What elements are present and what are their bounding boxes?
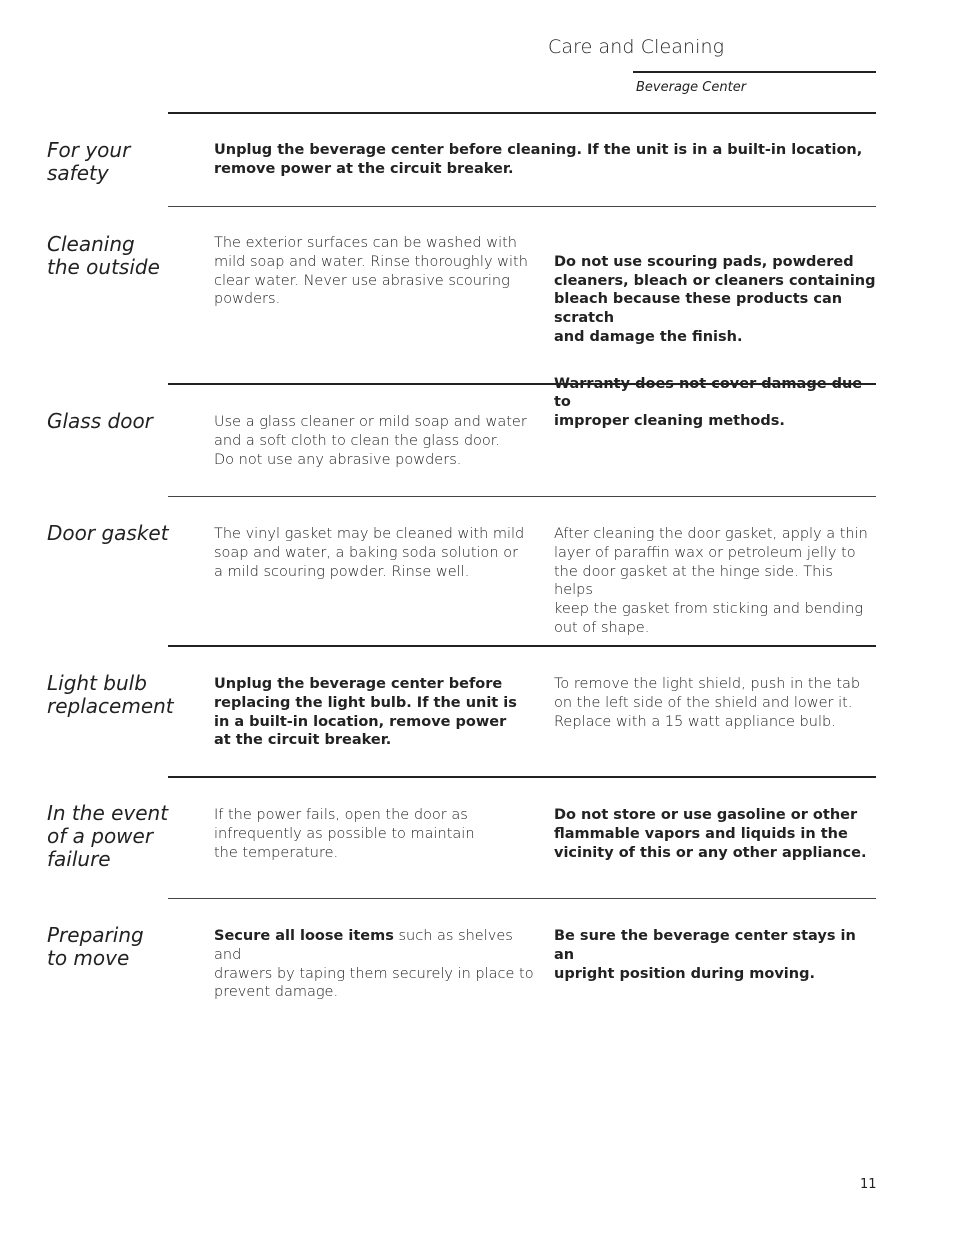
- section-divider: [168, 645, 876, 647]
- scouring-pads-warning: Do not use scouring pads, powdered cleaners, bleach or cleaners containing bleach because these products can scratch and damage the finish.: [554, 253, 876, 345]
- section-heading-preparing-move: Preparing to move: [47, 923, 144, 970]
- door-gasket-maintenance: After cleaning the door gasket, apply a thin layer of paraffin wax or petroleum jelly to the door gasket at the hinge side. This helps keep the gasket from sticking and bending out of shape.: [554, 526, 868, 636]
- moving-instructions-emphasis: Secure all loose items: [214, 928, 394, 944]
- page-section-title: Care and Cleaning: [548, 36, 725, 58]
- light-bulb-instructions: To remove the light shield, push in the tab on the left side of the shield and lower it. Replace with a 15 watt appliance bulb.: [554, 676, 861, 730]
- section-heading-safety: For your safety: [47, 138, 131, 185]
- section-heading-glass-door: Glass door: [47, 409, 153, 433]
- glass-door-instructions: Use a glass cleaner or mild soap and water and a soft cloth to clean the glass door. Do not use any abrasive powders.: [214, 414, 527, 468]
- warranty-note: Warranty does not cover damage due to improper cleaning methods.: [554, 375, 863, 430]
- section-divider: [168, 898, 876, 899]
- section-heading-door-gasket: Door gasket: [47, 521, 169, 545]
- upright-position-warning: Be sure the beverage center stays in an upright position during moving.: [554, 928, 856, 982]
- moving-instructions: [214, 927, 539, 1002]
- cleaning-outside-warnings: [554, 234, 876, 450]
- section-heading-cleaning-outside: Cleaning the outside: [47, 232, 160, 279]
- section-divider: [168, 112, 876, 114]
- moving-instructions-rest: such as shelves and drawers by taping them securely in place to prevent damage.: [214, 928, 534, 1001]
- door-gasket-cleaning: The vinyl gasket may be cleaned with mild soap and water, a baking soda solution or a mild scouring powder. Rinse well.: [214, 526, 525, 580]
- gasoline-warning: Do not store or use gasoline or other flammable vapors and liquids in the vicinity of this or any other appliance.: [554, 807, 867, 861]
- section-divider: [168, 776, 876, 778]
- product-subtitle: Beverage Center: [636, 80, 747, 95]
- cleaning-outside-instructions: The exterior surfaces can be washed with mild soap and water. Rinse thoroughly with clear water. Never use abrasive scouring powders.: [214, 235, 528, 308]
- section-heading-light-bulb: Light bulb replacement: [47, 671, 174, 718]
- section-divider: [168, 496, 876, 497]
- header-divider: [633, 71, 876, 73]
- power-failure-instructions: If the power fails, open the door as infrequently as possible to maintain the temperature.: [214, 807, 475, 861]
- section-divider: [168, 206, 876, 207]
- light-bulb-warning: Unplug the beverage center before replacing the light bulb. If the unit is in a built-in location, remove power at the circuit breaker.: [214, 676, 517, 749]
- section-heading-power-failure: In the event of a power failure: [47, 801, 169, 871]
- safety-warning-text: Unplug the beverage center before cleaning. If the unit is in a built-in location, remove power at the circuit breaker.: [214, 142, 863, 177]
- page-number: 11: [860, 1177, 877, 1192]
